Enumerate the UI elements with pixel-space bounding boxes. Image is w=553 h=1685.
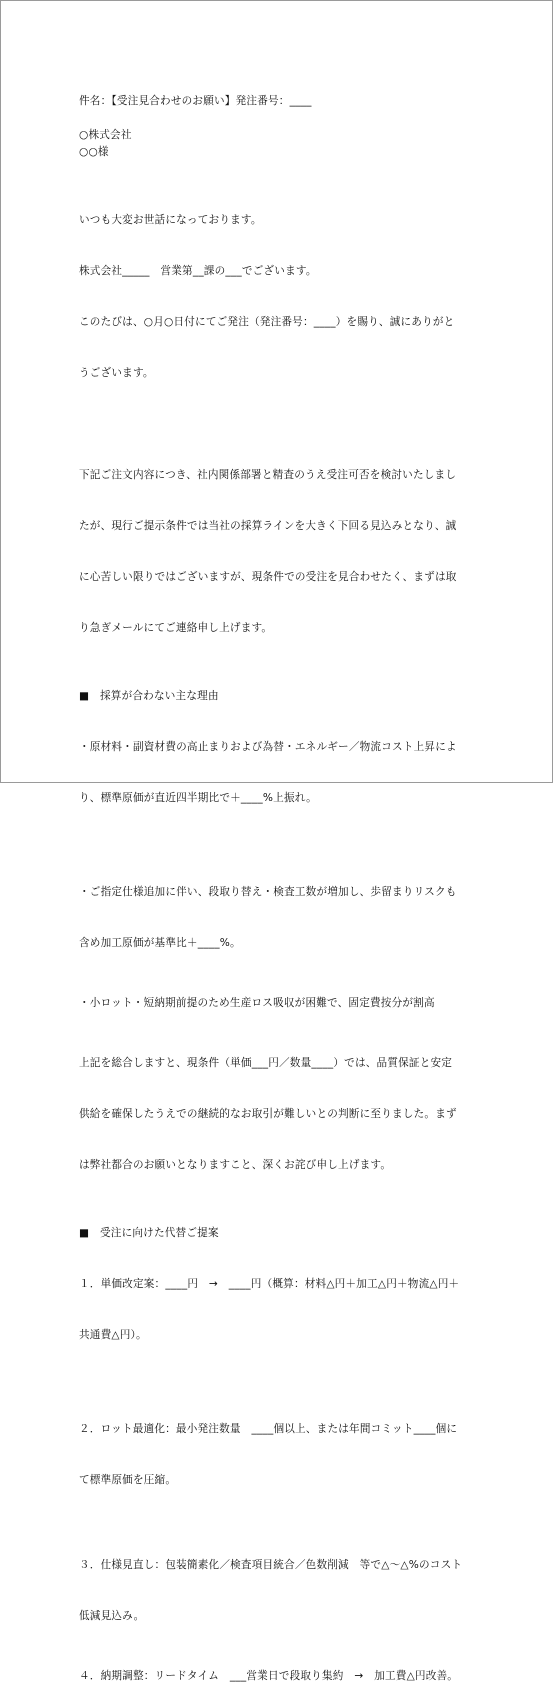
proposal-item: ４．納期調整：リードタイム ___営業日で段取り集約 → 加工費△円改善。 (79, 1670, 459, 1682)
reason-item: ・小ロット・短納期前提のため生産ロス吸収が困難で、固定費按分が割高 (79, 997, 435, 1009)
proposal-item (79, 1523, 477, 1659)
letter-body (79, 93, 477, 1685)
greeting-line: いつも大変お世話になっております。 (79, 214, 262, 226)
proposal-line: 共通費△円）。 (79, 1329, 147, 1341)
summary-paragraph (79, 1021, 477, 1208)
proposal-line: ２．ロット最適化：最小発注数量 ____個以上、または年間コミット____個に (79, 1423, 458, 1435)
summary-line: 供給を確保したうえでの継続的なお取引が難しいとの判断に至りました。まず (79, 1108, 457, 1120)
reasons-heading: ■ 採算が合わない主な理由 (79, 690, 219, 702)
greeting-line: このたびは、○月○日付にてご発注（発注番号：____）を賜り、誠にありがと (79, 316, 455, 328)
greeting-paragraph (79, 178, 477, 416)
summary-line: 上記を総合しますと、現条件（単価___円／数量____）では、品質保証と安定 (79, 1057, 453, 1069)
recipient-person: ○○様 (79, 146, 109, 158)
proposal-item (79, 1387, 477, 1523)
subject-line: 件名：【受注見合わせのお願い】発注番号：____ (79, 95, 312, 107)
intro-line: 下記ご注文内容につき、社内関係部署と精査のうえ受注可否を検討いたしまし (79, 469, 457, 481)
proposals-heading: ■ 受注に向けた代替ご提案 (79, 1227, 219, 1239)
proposal-line: 低減見込み。 (79, 1610, 145, 1622)
intro-line: たが、現行ご提示条件では当社の採算ラインを大きく下回る見込みとなり、誠 (79, 520, 457, 532)
summary-line: は弊社都合のお願いとなりますこと、深くお詫び申し上げます。 (79, 1159, 392, 1171)
reason-line: ・ご指定仕様追加に伴い、段取り替え・検査工数が増加し、歩留まりリスクも (79, 886, 457, 898)
recipient-company: ○株式会社 (79, 129, 132, 141)
intro-line: に心苦しい限りではございますが、現条件での受注を見合わせたく、まずは取 (79, 571, 457, 583)
greeting-line: うございます。 (79, 367, 154, 379)
reason-line: り、標準原価が直近四半期比で＋____%上振れ。 (79, 792, 317, 804)
reason-line: ・原材料・副資材費の高止まりおよび為替・エネルギー／物流コスト上昇によ (79, 741, 457, 753)
greeting-line: 株式会社_____ 営業第__課の___でございます。 (79, 265, 317, 277)
reason-item (79, 705, 477, 841)
proposal-item (79, 1242, 477, 1378)
intro-paragraph (79, 433, 477, 671)
intro-line: り急ぎメールにてご連絡申し上げます。 (79, 622, 273, 634)
proposal-line: ３．仕様見直し：包装簡素化／検査項目統合／色数削減 等で△～△%のコスト (79, 1559, 463, 1571)
reason-item (79, 850, 477, 986)
proposal-line: て標準原価を圧縮。 (79, 1474, 177, 1486)
proposal-line: １．単価改定案：____円 → ____円（概算：材料△円＋加工△円＋物流△円＋ (79, 1278, 460, 1290)
reason-line: 含め加工原価が基準比＋____%。 (79, 937, 241, 949)
